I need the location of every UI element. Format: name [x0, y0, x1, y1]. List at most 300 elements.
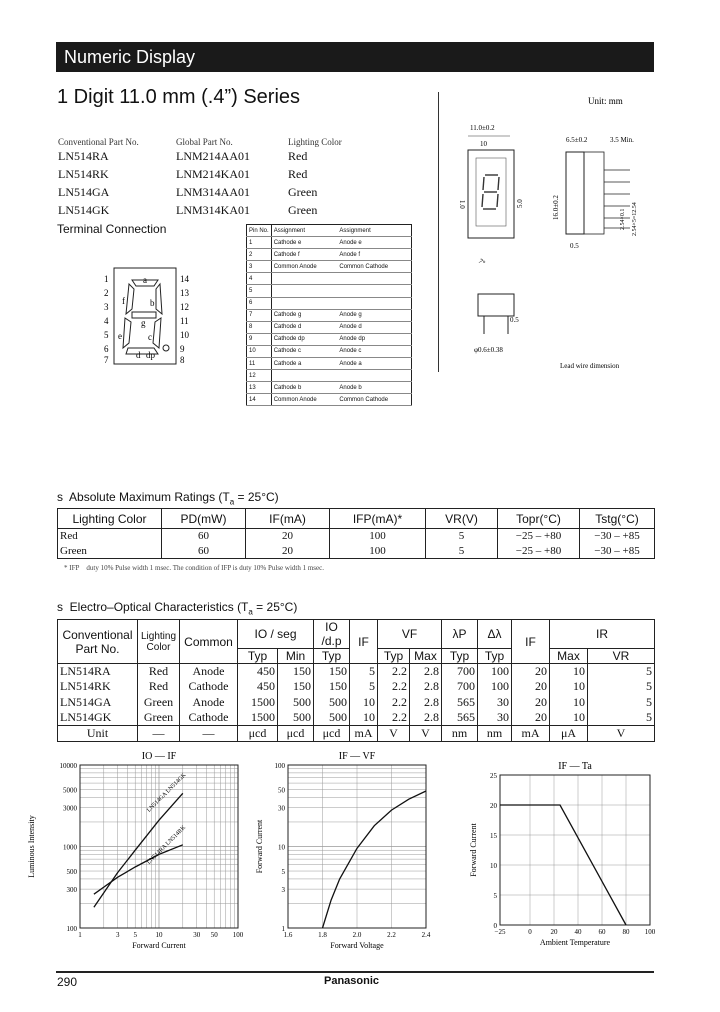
pin-no: 6 — [247, 297, 272, 309]
y-tick-label: 10 — [278, 843, 285, 852]
y-tick-label: 30 — [278, 804, 285, 813]
chart-if-vf — [250, 745, 450, 957]
cell: 5 — [426, 544, 498, 559]
cell: 700 — [442, 679, 478, 695]
cell: 2.2 — [378, 679, 410, 695]
x-tick-label: 40 — [574, 928, 582, 936]
th-sub: Max — [410, 649, 442, 664]
eoc-row — [58, 710, 655, 726]
th-lambda-p: λP — [442, 620, 478, 649]
th-vf: VF — [378, 620, 442, 649]
x-tick-label: 30 — [193, 931, 201, 939]
cell: 60 — [162, 529, 246, 544]
pin-row — [247, 370, 412, 382]
x-axis-label: Ambient Temperature — [539, 938, 611, 947]
pin-row — [247, 309, 412, 321]
pin-assign-a: Common Anode — [271, 261, 337, 273]
dim-label: 0.5 — [570, 242, 579, 250]
th-pd: PD(mW) — [162, 509, 246, 529]
cell: Cathode — [180, 679, 238, 695]
y-tick-label: 100 — [66, 925, 77, 933]
y-tick-label: 10000 — [59, 762, 77, 770]
pin-label: 1 — [104, 274, 109, 284]
chart-title: IF — Ta — [558, 761, 592, 772]
pin-label: 6 — [104, 344, 109, 354]
cell: 100 — [330, 529, 426, 544]
cell: 20 — [246, 529, 330, 544]
terminal-connection-title: Terminal Connection — [57, 222, 167, 236]
cell: 20 — [246, 544, 330, 559]
part-list — [58, 137, 342, 219]
pin-assign-a: Cathode d — [271, 321, 337, 333]
cell: 100 — [330, 544, 426, 559]
cell: 20 — [512, 679, 550, 695]
pin-assign-a — [271, 370, 337, 382]
x-tick-label: 1 — [78, 931, 82, 939]
pin-no: 11 — [247, 358, 272, 370]
dim-label: 6.5±0.2 — [566, 136, 588, 144]
th-delta-lambda: Δλ — [478, 620, 512, 649]
pin-assign-a — [271, 273, 337, 285]
y-tick-label: 50 — [278, 786, 285, 795]
cell: 2.8 — [410, 710, 442, 726]
pin-label: 3 — [104, 302, 109, 312]
dim-label: 7° — [476, 257, 487, 268]
pin-assign-a: Cathode dp — [271, 333, 337, 345]
x-tick-label: 2.4 — [421, 931, 431, 939]
x-tick-label: 20 — [550, 928, 558, 936]
cell: 5 — [350, 679, 378, 695]
cell: 10 — [550, 664, 588, 680]
global-part: LNM214KA01 — [176, 167, 250, 181]
y-axis-label: Forward Current — [255, 819, 264, 874]
th-sub: Typ — [442, 649, 478, 664]
th-io-dp: IO /d.p — [314, 620, 350, 649]
cell: 565 — [442, 695, 478, 711]
pin-assign-b: Anode b — [337, 382, 411, 394]
pin-no: 1 — [247, 237, 272, 249]
global-part: LNM214AA01 — [176, 149, 250, 163]
pin-row — [247, 321, 412, 333]
y-tick-label: 3 — [281, 886, 285, 895]
cell: 5 — [588, 710, 655, 726]
segment-label: g — [141, 318, 146, 328]
dim-label: 10 — [480, 140, 487, 148]
pin-assign-b: Anode dp — [337, 333, 411, 345]
y-tick-label: 15 — [490, 832, 497, 840]
header-global: Global Part No. — [176, 137, 233, 147]
cell: 5 — [588, 679, 655, 695]
lighting-color: Green — [288, 185, 318, 199]
unit-label: Unit: mm — [588, 96, 623, 106]
pin-assign-a: Cathode g — [271, 309, 337, 321]
pin-row — [247, 345, 412, 357]
pin-label: 4 — [104, 316, 109, 326]
x-tick-label: 3 — [115, 931, 120, 939]
pin-assign-b: Anode c — [337, 345, 411, 357]
cell: nm — [442, 726, 478, 742]
eoc-title-text: Electro–Optical Characteristics (T — [69, 600, 249, 614]
y-tick-label: 0 — [493, 922, 497, 930]
dim-label: 5.0 — [516, 199, 524, 208]
cell: 10 — [350, 695, 378, 711]
th-pin: Pin No. — [247, 225, 272, 237]
th-conventional-part — [58, 620, 138, 664]
th-topr: Topr(°C) — [498, 509, 580, 529]
cell: Anode — [180, 664, 238, 680]
x-tick-label: 60 — [598, 928, 606, 936]
cell: 150 — [278, 679, 314, 695]
y-tick-label: 300 — [66, 886, 77, 895]
note-text: duty 10% Pulse width 1 msec. The condition of IFP is duty 10% Pulse width 1 msec. — [86, 564, 324, 572]
series-title: 1 Digit 11.0 mm (.4”) Series — [57, 86, 301, 108]
pin-assign-b: Common Cathode — [337, 394, 411, 406]
pin-label: 13 — [180, 288, 189, 298]
cell: 20 — [512, 710, 550, 726]
pin-no: 9 — [247, 333, 272, 345]
conv-part: LN514GA — [58, 185, 110, 199]
pin-assign-a: Cathode e — [271, 237, 337, 249]
plot-frame — [500, 775, 650, 925]
pin-no: 2 — [247, 249, 272, 261]
cell: Red — [138, 664, 180, 680]
th-assign-b: Assignment — [337, 225, 411, 237]
cell: LN514GA — [58, 695, 138, 711]
th-tstg: Tstg(°C) — [580, 509, 655, 529]
cell: −25 – +80 — [498, 529, 580, 544]
part-list-header — [58, 137, 342, 147]
cell: 150 — [314, 664, 350, 680]
th-if-cond: IF — [350, 620, 378, 664]
amr-row — [58, 529, 655, 544]
y-tick-label: 1000 — [63, 843, 77, 852]
note-key: * IFP — [64, 564, 80, 572]
pin-assign-b: Anode f — [337, 249, 411, 261]
series-label: LN514RA LN514RK — [146, 824, 188, 866]
th-ir: IR — [550, 620, 655, 649]
segment-label: dp — [146, 350, 155, 360]
pin-no: 14 — [247, 394, 272, 406]
cell: Green — [58, 544, 162, 559]
x-tick-label: 2.0 — [352, 931, 362, 939]
pin-assign-a — [271, 297, 337, 309]
segment-label: e — [118, 331, 122, 341]
cell: 450 — [238, 664, 278, 680]
cell: Red — [58, 529, 162, 544]
th-sub: Typ — [378, 649, 410, 664]
cell: mA — [512, 726, 550, 742]
pin-assign-b — [337, 273, 411, 285]
footer-rule — [56, 971, 654, 973]
eoc-unit-row — [58, 726, 655, 742]
cell: Green — [138, 695, 180, 711]
eoc-row — [58, 664, 655, 680]
electro-optical-table — [57, 619, 655, 742]
segment-label: d — [136, 350, 141, 360]
x-tick-label: 50 — [210, 931, 218, 939]
chart-title: IF — VF — [338, 751, 376, 762]
amr-footnote — [64, 564, 324, 572]
y-tick-label: 100 — [274, 762, 285, 770]
cell: V — [378, 726, 410, 742]
cell: μcd — [314, 726, 350, 742]
th-text: Color — [146, 641, 171, 653]
y-tick-label: 3000 — [63, 804, 77, 813]
series-label: LN514GA LN514GK — [146, 772, 188, 814]
th-lighting-color — [138, 620, 180, 664]
part-row — [58, 201, 342, 219]
pin-assign-b: Anode g — [337, 309, 411, 321]
y-tick-label: 1 — [281, 925, 285, 933]
cell: Anode — [180, 695, 238, 711]
cell: Unit — [58, 726, 138, 742]
pin-row — [247, 382, 412, 394]
th-sub: VR — [588, 649, 655, 664]
pin-label: 8 — [180, 355, 185, 365]
x-tick-label: 1.8 — [318, 931, 327, 939]
cell: 10 — [550, 710, 588, 726]
amr-title-text: Absolute Maximum Ratings (T — [69, 490, 230, 504]
cell: 5 — [350, 664, 378, 680]
pin-label: 14 — [180, 274, 189, 284]
y-tick-label: 10 — [490, 862, 497, 870]
section-title-bar: Numeric Display — [56, 42, 654, 72]
y-tick-label: 5000 — [63, 786, 77, 795]
pin-no: 12 — [247, 370, 272, 382]
absolute-max-ratings-table — [57, 508, 655, 559]
cell: 700 — [442, 664, 478, 680]
dim-label: 11.0±0.2 — [470, 124, 495, 132]
lighting-color: Green — [288, 203, 318, 217]
dim-label: 0.5 — [510, 316, 519, 324]
cell: 2.2 — [378, 710, 410, 726]
segment-label: b — [150, 298, 155, 308]
y-tick-label: 5 — [281, 868, 285, 877]
cell: 30 — [478, 710, 512, 726]
dim-label: 2.54×0.1 — [620, 208, 626, 230]
cell: 150 — [314, 679, 350, 695]
cell: 150 — [278, 664, 314, 680]
eoc-row — [58, 695, 655, 711]
y-axis-label: Luminous Intensity — [27, 815, 36, 878]
cell: μcd — [238, 726, 278, 742]
part-row — [58, 183, 342, 201]
y-tick-label: 20 — [490, 802, 497, 810]
column-divider — [438, 92, 439, 372]
x-tick-label: 5 — [133, 931, 137, 939]
eoc-row — [58, 679, 655, 695]
cell: 565 — [442, 710, 478, 726]
th-sub: Typ — [238, 649, 278, 664]
cell: 100 — [478, 679, 512, 695]
dim-label: 2.54×5=12.54 — [632, 202, 638, 236]
pin-assign-a: Common Anode — [271, 394, 337, 406]
cell: μcd — [278, 726, 314, 742]
pin-no: 10 — [247, 345, 272, 357]
cell: nm — [478, 726, 512, 742]
cell: 1500 — [238, 710, 278, 726]
pin-label: 5 — [104, 330, 109, 340]
pin-no: 8 — [247, 321, 272, 333]
x-tick-label: 2.2 — [387, 931, 396, 939]
cell: 2.8 — [410, 695, 442, 711]
cell: — — [138, 726, 180, 742]
y-tick-label: 25 — [490, 772, 497, 780]
cell: LN514GK — [58, 710, 138, 726]
pin-row — [247, 394, 412, 406]
segment-label: f — [122, 296, 125, 306]
th-io-seg: IO / seg — [238, 620, 314, 649]
pin-label: 11 — [180, 316, 189, 326]
cell: 30 — [478, 695, 512, 711]
x-tick-label: 10 — [155, 931, 163, 939]
pin-row — [247, 297, 412, 309]
cell: 2.2 — [378, 695, 410, 711]
pin-label: 12 — [180, 302, 189, 312]
part-row — [58, 165, 342, 183]
cell: 10 — [550, 679, 588, 695]
th-sub: Typ — [314, 649, 350, 664]
x-axis-label: Forward Current — [132, 941, 186, 950]
pin-no: 7 — [247, 309, 272, 321]
cell: V — [588, 726, 655, 742]
lighting-color: Red — [288, 167, 308, 181]
amr-title: s Absolute Maximum Ratings $(T_a = 25^\circ C)$ — [57, 490, 279, 507]
th-ifp: IFP(mA)* — [330, 509, 426, 529]
cell: Red — [138, 679, 180, 695]
pin-no: 3 — [247, 261, 272, 273]
pin-row — [247, 358, 412, 370]
pin-assign-b — [337, 297, 411, 309]
cell: 5 — [426, 529, 498, 544]
series-line — [323, 791, 427, 928]
pin-label: 10 — [180, 330, 189, 340]
dimension-drawing — [440, 90, 660, 380]
x-tick-label: 100 — [232, 931, 244, 939]
cell: Cathode — [180, 710, 238, 726]
cell: — — [180, 726, 238, 742]
th-assign-a: Assignment — [271, 225, 337, 237]
conv-part: LN514GK — [58, 203, 110, 217]
chart-title: IO — IF — [141, 751, 177, 762]
cell: −30 – +85 — [580, 529, 655, 544]
seven-segment-diagram — [98, 266, 194, 370]
global-part: LNM314KA01 — [176, 203, 250, 217]
pin-assign-b — [337, 285, 411, 297]
x-tick-label: 80 — [622, 928, 630, 936]
conv-part: LN514RA — [58, 149, 109, 163]
th-common: Common — [180, 620, 238, 664]
pin-table-header — [247, 225, 412, 237]
th-sub: Typ — [478, 649, 512, 664]
cell: 20 — [512, 695, 550, 711]
cell: LN514RK — [58, 679, 138, 695]
conv-part: LN514RK — [58, 167, 109, 181]
x-tick-label: 100 — [644, 928, 656, 936]
segment-label: a — [143, 275, 147, 285]
cell: 20 — [512, 664, 550, 680]
pin-row — [247, 273, 412, 285]
x-tick-label: −25 — [494, 928, 506, 936]
dim-label: 1.0 — [458, 200, 466, 209]
pin-no: 13 — [247, 382, 272, 394]
cell: 5 — [588, 664, 655, 680]
cell: LN514RA — [58, 664, 138, 680]
pin-label: 9 — [180, 344, 185, 354]
cell: 10 — [550, 695, 588, 711]
eoc-title: s Electro–Optical Characteristics $(T_a = 25^\circ C)$ — [57, 600, 298, 617]
dim-label: 16.0±0.2 — [552, 195, 560, 220]
cell: 500 — [278, 710, 314, 726]
pin-assignment-table — [246, 224, 412, 406]
pin-assign-b — [337, 370, 411, 382]
amr-title-sub: a — [229, 497, 235, 507]
cell: mA — [350, 726, 378, 742]
global-part: LNM314AA01 — [176, 185, 250, 199]
th-if: IF(mA) — [246, 509, 330, 529]
eoc-header-row-1 — [58, 620, 655, 649]
amr-header-row — [58, 509, 655, 529]
th-text: Conventional — [62, 627, 133, 642]
cell: 2.8 — [410, 679, 442, 695]
amr-title-post: = 25°C) — [234, 490, 279, 504]
cell: 500 — [314, 710, 350, 726]
pin-label: 2 — [104, 288, 109, 298]
y-tick-label: 500 — [66, 868, 77, 877]
th-lighting-color: Lighting Color — [58, 509, 162, 529]
th-sub: Min — [278, 649, 314, 664]
part-row — [58, 147, 342, 165]
cell: Green — [138, 710, 180, 726]
cell: 10 — [350, 710, 378, 726]
pin-assign-a: Cathode b — [271, 382, 337, 394]
cell: 100 — [478, 664, 512, 680]
pin-row — [247, 261, 412, 273]
header-color: Lighting Color — [288, 137, 342, 147]
x-axis-label: Forward Voltage — [330, 941, 384, 950]
cell: 60 — [162, 544, 246, 559]
pin-assign-a: Cathode c — [271, 345, 337, 357]
x-tick-label: 1.6 — [283, 931, 293, 939]
pin-row — [247, 285, 412, 297]
pin-no: 5 — [247, 285, 272, 297]
cell: −30 – +85 — [580, 544, 655, 559]
pin-assign-b: Anode d — [337, 321, 411, 333]
cell: −25 – +80 — [498, 544, 580, 559]
cell: 2.2 — [378, 664, 410, 680]
pin-assign-b: Common Cathode — [337, 261, 411, 273]
chart-io-if — [18, 745, 248, 957]
x-tick-label: 0 — [528, 928, 532, 936]
pin-assign-a — [271, 285, 337, 297]
pin-assign-a: Cathode a — [271, 358, 337, 370]
cell: V — [410, 726, 442, 742]
cell: 5 — [588, 695, 655, 711]
amr-row — [58, 544, 655, 559]
cell: 500 — [314, 695, 350, 711]
eoc-title-post: = 25°C) — [252, 600, 298, 614]
header-conventional: Conventional Part No. — [58, 137, 139, 147]
pin-label: 7 — [104, 355, 109, 365]
pin-row — [247, 249, 412, 261]
dim-label: φ0.6±0.38 — [474, 346, 503, 354]
pin-assign-b: Anode e — [337, 237, 411, 249]
pin-assign-b: Anode a — [337, 358, 411, 370]
dim-label: 3.5 Min. — [610, 136, 634, 144]
y-tick-label: 5 — [493, 892, 497, 900]
y-axis-label: Forward Current — [469, 823, 478, 877]
cell: 2.8 — [410, 664, 442, 680]
